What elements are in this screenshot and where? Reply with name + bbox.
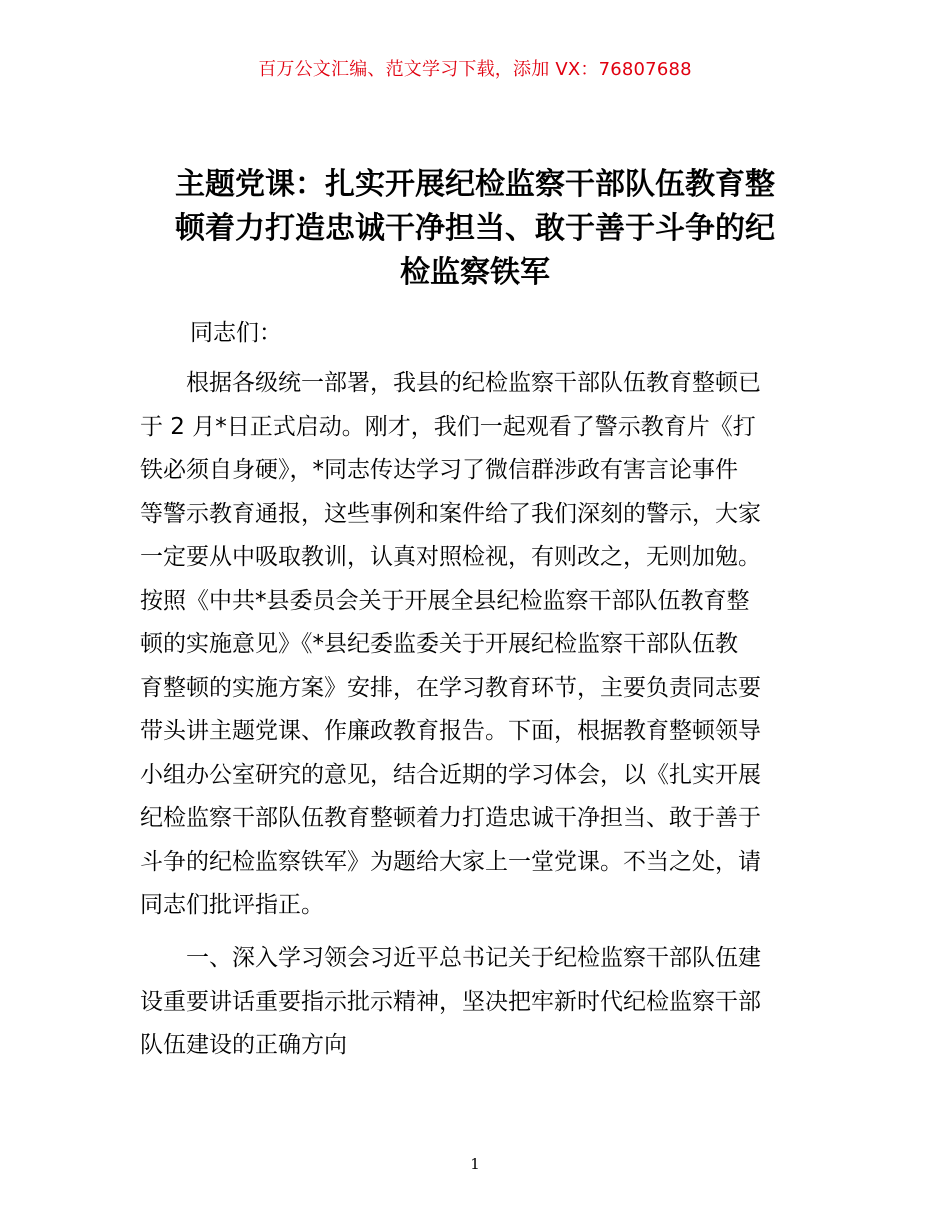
title-line: 检监察铁军 [400,255,550,290]
page-number: 1 [470,1155,480,1173]
text-line: 带头讲主题党课、作廉政教育报告。下面，根据教育整顿领导 [140,718,761,744]
text-line: 等警示教育通报，这些事例和案件给了我们深刻的警示，大家 [140,500,761,527]
text-line: 于 2 月*日正式启动。刚才，我们一起观看了警示教育片《打 [140,413,756,440]
text-line: 同志们批评指正。 [140,892,324,918]
body-paragraph-intro [140,362,820,928]
text-line: 铁必须自身硬》，*同志传达学习了微信群涉政有害言论事件 [140,457,738,483]
text-line: 队伍建设的正确方向 [140,1032,347,1058]
text-line: 育整顿的实施方案》安排，在学习教育环节，主要负责同志要 [140,674,761,701]
greeting: 同志们： [190,320,282,346]
text-line: 顿的实施意见》《*县纪委监委关于开展纪检监察干部队伍教 [140,631,738,657]
promo-header-banner: 百万公文汇编、范文学习下载，添加 VX：76807688 [258,59,692,80]
text-line: 纪检监察干部队伍教育整顿着力打造忠诚干净担当、敢于善于 [140,805,761,831]
section-heading-paragraph [140,937,820,1068]
text-line: 根据各级统一部署，我县的纪检监察干部队伍教育整顿已 [140,370,761,396]
text-line: 按照《中共*县委员会关于开展全县纪检监察干部队伍教育整 [140,587,750,614]
text-line: 小组办公室研究的意见，结合近期的学习体会，以《扎实开展 [140,761,761,788]
text-line: 斗争的纪检监察铁军》为题给大家上一堂党课。不当之处，请 [140,848,761,875]
text-line: 一、深入学习领会习近平总书记关于纪检监察干部队伍建 [140,945,761,971]
text-line: 设重要讲话重要指示批示精神，坚决把牢新时代纪检监察干部 [140,988,761,1015]
title-line: 主题党课：扎实开展纪检监察干部队伍教育整 [175,167,775,202]
document-title [140,163,810,295]
text-line: 一定要从中吸取教训，认真对照检视，有则改之，无则加勉。 [140,544,761,570]
title-line: 顿着力打造忠诚干净担当、敢于善于斗争的纪 [175,211,775,246]
